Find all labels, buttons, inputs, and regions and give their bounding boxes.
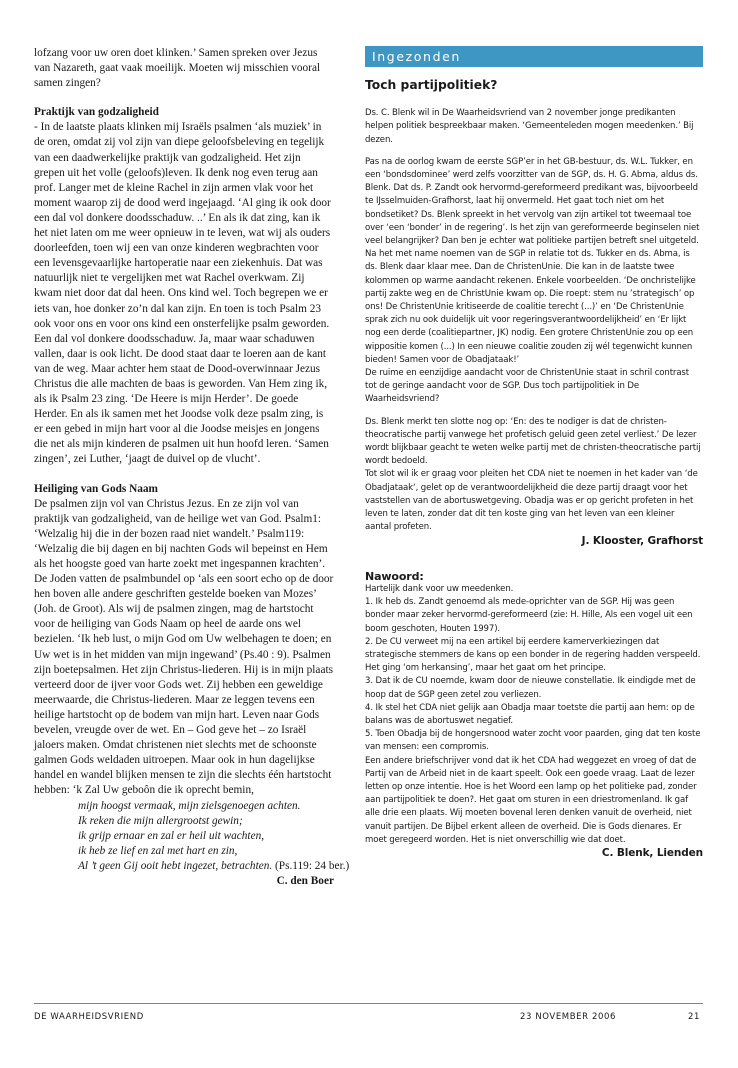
letter-paragraph: Na het met name noemen van de SGP in relatie tot ds. Tukker en ds. Abma, is ds. Blenk daar klaar mee. Dan de ChristenUnie. Die kan in de laatste twee kolommen op warme aandacht rekenen. Enkele voorbeelden. ‘De onchristelijke partij zakte weg en de ChristUnie kwam op. Die roept: stem nu ’strategisch’ op ons! De ChristenUnie kritiseerde de coalitie terecht (...)’ en ‘De ChristenUnie sprak zich nu ook duidelijk uit voor regeringsverantwoordelijkheid’ en ‘Er lijkt nog een derde (coalitiepartner, JK) nodig. Een grotere ChristenUnie zou op een wippositie komen (...) In een nieuwe coalitie zouden zij wél tegenwicht kunnen bieden! Samen voor de Obadjataak!’ xyxy=(365,249,696,365)
intro-paragraph: lofzang voor uw oren doet klinken.’ Samen spreken over Jezus van Nazareth, gaat vaak moeilijk. Moeten wij misschien vooral samen zingen? xyxy=(34,47,321,90)
reply-paragraph: 4. Ik stel het CDA niet gelijk aan Obadja maar toetste die partij aan hem: op de balans was de abortuswet negatief. xyxy=(365,702,695,726)
practice-heading: Praktijk van godzaligheid xyxy=(34,106,159,119)
psalm-line: mijn hoogst vermaak, mijn zielsgenoegen achten. xyxy=(78,799,301,812)
reply-paragraph: 2. De CU verweet mij na een artikel bij eerdere kamerverkiezingen dat strategische stemmers de kans op een bonder in de regering hadden verspeeld. Het ging ‘om herkansing’, maar het gaat om het principe. xyxy=(365,636,701,674)
practice-paragraph: - In de laatste plaats klinken mij Israëls psalmen ‘als muziek’ in de oren, omdat zij vol zijn van diepe geloofsbeleving en tegelijk van een daadwerkelijke praktijk van godzaligheid. Het zijn grepen uit het volle (geloofs)leven. Ik denk nog even terug aan prof. Langer met de kleine Rachel in zijn armen vlak voor het moment waarop zij de dood werd ingejaagd. ‘Al ging ik ook door een dal vol donkere doodsschaduw. ..’ En als ik dat zing, kan ik het niet laten om me weer opnieuw in te leven, wat wij als ouders doorleefden, toen wij een van onze kinderen wegbrachten voor een levensgevaarlijke hartoperatie naar een ziekenhuis. Dat was natuurlijk niet te vergelijken met wat Rachel overkwam. Zij kwam niet door dat dal heen. Ons kind wel. Toch begrepen we er iets van, hoe donker zo’n dal kan zijn. En toen is toch Psalm 23 ook voor ons en voor ons kind een onsterfelijke psalm geworden. Een dal vol donkere doodsschaduw. Ja, maar waar schaduwen vallen, daar is ook licht. De dood staat daar te loeren aan de kant van de weg. Maar achter hem staat de Dood-overwinnaar Jezus Christus die alle machten de baas is geworden. Van Hem zing ik, als ik Psalm 23 zing. ‘De Heere is mijn Herder’. De goede Herder. En als ik samen met het Joodse volk deze psalm zing, is er een gebed in mijn hart voor al die Joodse meisjes en jongens die net als mijn kinderen de psalmen uit hun hoofd leren. ‘Samen zingen’, zei Luther, ‘jaagt de duivel op de vlucht’. xyxy=(34,121,331,466)
reply-paragraph: 5. Toen Obadja bij de hongersnood water zocht voor paarden, ging dat ten koste van mensen: een compromis. xyxy=(365,729,701,753)
publication-name: DE WAARHEIDSVRIEND xyxy=(34,1012,144,1022)
reply-paragraph: 1. Ik heb ds. Zandt genoemd als mede-oprichter van de SGP. Hij was geen bonder maar zeker hervormd-gereformeerd (zie: H. Hille, Als een vogel uit een boom geschoten, Houten 1997). xyxy=(365,597,693,634)
author-signature: C. den Boer xyxy=(276,874,334,887)
psalm-line: ik grijp ernaar en zal er heil uit wachten, xyxy=(78,829,265,842)
left-column xyxy=(34,46,350,889)
psalm-quote xyxy=(78,799,350,874)
reply-paragraph: Een andere briefschrijver vond dat ik het CDA had weggezet en vroeg of dat de Partij van de Arbeid niet in de kaart speelt. Ook een goede vraag. Laat de lezer letten op onze intentie. Hoe is het Woord een lamp op het politieke pad, zonder aan partijpolitiek te doen?. Het gaat om sturen in een driestromenland. Ik gaf alle drie een plaats. Wij moeten bovenal leren denken vanuit de overheid, niet vanuit partijen. De Bijbel erkent alleen de overheid. Die is Gods dienares. Er moet geregeerd worden. Het is niet onverschillig wie dat doet. xyxy=(365,755,697,845)
reply-paragraph: Hartelijk dank voor uw meedenken. xyxy=(365,583,514,594)
page-number: 21 xyxy=(688,1012,701,1022)
letter-paragraph: Tot slot wil ik er graag voor pleiten het CDA niet te noemen in het kader van ‘de Obadjataak‘, gelet op de verantwoordelijkheid die deze partij draagt voor het vaststellen van de abortuswetgeving. Obadja was er op gericht profeten in het leven te laten, zonder dat dit ten koste ging van het leven van een kleiner aantal profeten. xyxy=(365,469,698,533)
name-paragraph: De psalmen zijn vol van Christus Jezus. En ze zijn vol van praktijk van godzaligheid, van de heilige wet van God. Psalm1: ‘Welzalig hij die in der bozen raad niet wandelt.’ Psalm119: ‘Welzalig die bij dagen en bij nachten Gods wil bepeinst en Hem als het hoogste goed van harte zoekt met ingespannen krachten’. De Joden vatten de psalmbundel op ‘als een soort echo op de door hen boven alle andere geschriften gestelde boeken van Mozes’ (Joh. de Groot). Als wij de psalmen zingen, mag de hartstocht voor de heiliging van Gods Naam op heel de aarde ons wel bezielen. ‘Ik heb lust, o mijn God om Uw welbehagen te doen; en Uw wet is in het midden van mijn ingewand’ (Ps.40 : 9). Psalmen zijn boetepsalmen. Het zijn Christus-liederen. Hij is in mijn plaats verteerd door de ijver voor Gods wet. Zij hebben een geweldige meerwaarde, die Christus-liederen. Maar ze leggen tevens een heilige hartstocht op de bodem van mijn hart. Leven naar Gods bevelen, vreugde over de wet. En – God geve het – zo Israël jaloers maken. Omdat christenen niet slechts met de schoonste galmen Gods weldaden uitroepen. Maar ook in hun dagelijkse handel en wandel blijken mensen te zijn die slechts één hartstocht hebben: ‘k Zal Uw geboôn die ik oprecht bemin, xyxy=(34,497,334,797)
right-column xyxy=(365,46,703,860)
psalm-line: Ik reken die mijn allergrootst gewin; xyxy=(78,814,243,827)
letter-paragraph: Ds. Blenk merkt ten slotte nog op: ‘En: des te nodiger is dat de christen-theocratische partij vanwege het profetisch geluid geen zetel verliest.’ De lezer wordt blijkbaar geacht te weten welke partij met de christen-theocratische partij wordt bedoeld. xyxy=(365,416,701,467)
reply-paragraph: 3. Dat ik de CU noemde, kwam door de nieuwe constellatie. Ik eindigde met de hoop dat de SGP geen zetel zou verliezen. xyxy=(365,676,696,700)
psalm-line: Al ’t geen Gij ooit hebt ingezet, betrachten. xyxy=(78,859,273,872)
reply-signature: C. Blenk, Lienden xyxy=(601,846,703,859)
letter-paragraph: Ds. C. Blenk wil in De Waarheidsvriend van 2 november jonge predikanten helpen politiek bespreekbaar maken. ‘Gemeenteleden mogen meedenken.’ Bij dezen. xyxy=(365,108,694,145)
footer-rule xyxy=(34,1003,703,1004)
article-title: Toch partijpolitiek? xyxy=(365,78,498,92)
letter-paragraph: Pas na de oorlog kwam de eerste SGP’er in het GB-bestuur, ds. W.L. Tukker, en een ‘bondsdominee’ werd zelfs voorzitter van de SGP, ds. H. G. Abma, aldus ds. Blenk. Dat ds. P. Zandt ook hervormd-gereformeerd predikant was, bijvoorbeeld te IJsselmuiden-Grafhorst, laat hij onvermeld. Het gaat toch niet om het bondsetiket? Ds. Blenk spreekt in het vervolg van zijn artikel tot tweemaal toe over ‘een ‘bonder’ in de regering’. Is het zijn van gereformeerde beginselen niet veel belangrijker? Dan ben je echter wat politieke partijen betreft snel uitgeteld. xyxy=(365,156,700,247)
letter-paragraph: De ruime en eenzijdige aandacht voor de ChristenUnie staat in schril contrast tot de geringe aandacht voor de SGP. Dus toch partijpolitiek in De Waarheidsvriend? xyxy=(365,368,690,405)
name-heading: Heiliging van Gods Naam xyxy=(34,482,158,495)
letter-signature: J. Klooster, Grafhorst xyxy=(581,534,703,547)
issue-date: 23 NOVEMBER 2006 xyxy=(520,1012,616,1022)
psalm-reference: (Ps.119: 24 ber.) xyxy=(275,859,350,872)
psalm-line: ik heb ze lief en zal met hart en zin, xyxy=(78,844,238,857)
section-header: Ingezonden xyxy=(365,46,703,67)
psalm-line-last xyxy=(78,859,350,874)
reply-heading: Nawoord: xyxy=(365,569,424,583)
